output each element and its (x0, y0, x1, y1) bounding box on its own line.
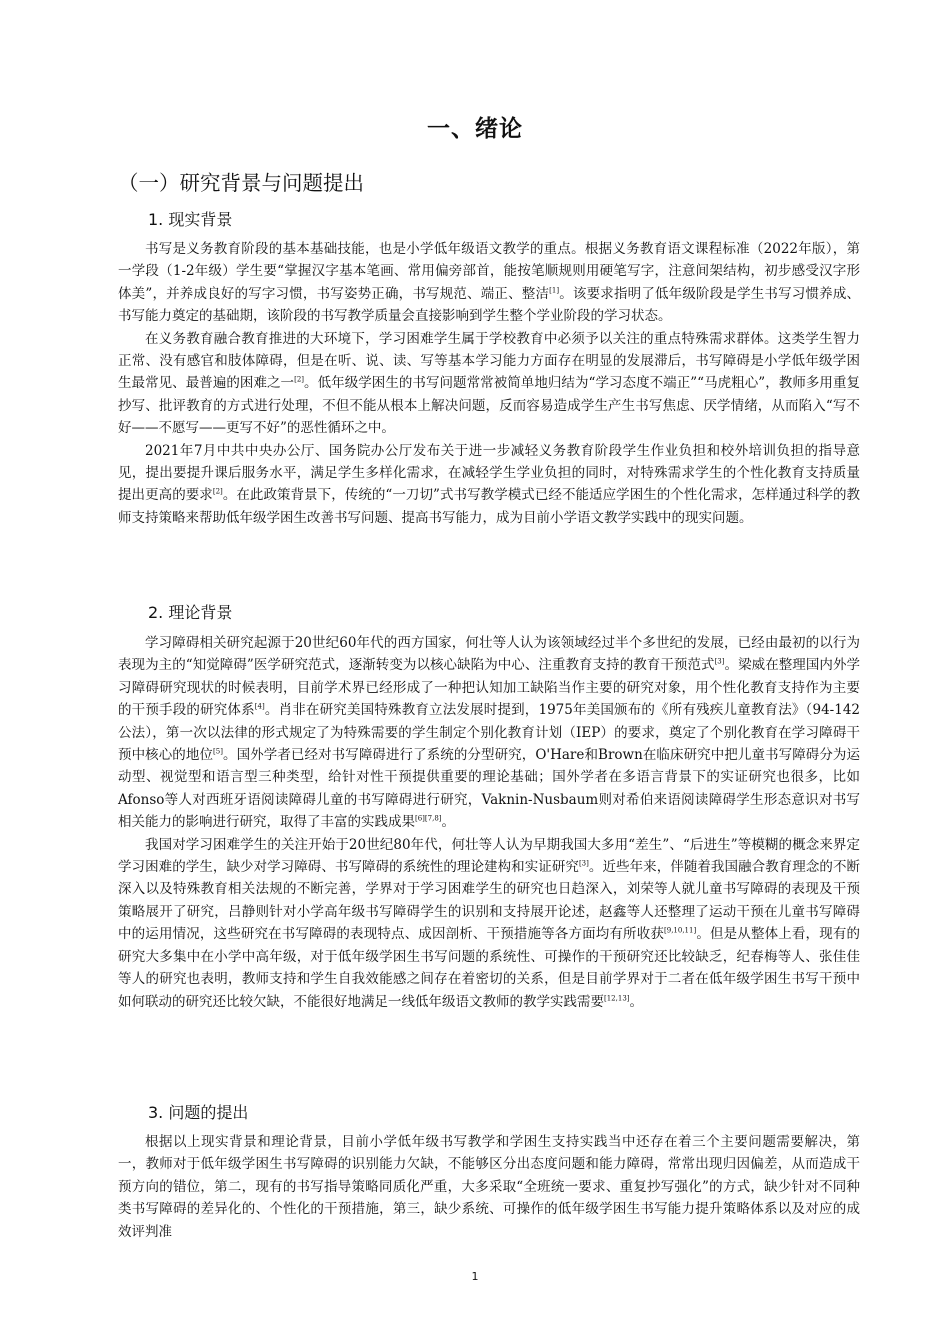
paragraph-text: 。但是从整体上看，现有的研究大多集中在小学中高年级，对于低年级学困生书写问题的系统性、可操作的干预研究还比较缺乏，纪春梅等人、张佳佳等人的研究也表明，教师支持和学生自我效能感之间存在着密切的关系，但是目前学界对于二者在低年级学困生书写干预中如何联动的研究还比较欠缺，不能很好地满足一线低年级语文教师的教学实践需要 (118, 926, 861, 1010)
citation-ref: [4] (254, 702, 265, 711)
subsection-title-problem-statement: 3. 问题的提出 (148, 1103, 249, 1122)
subsection-title-theoretical-background: 2. 理论背景 (148, 603, 233, 622)
subsection-body-practical-background (118, 238, 860, 529)
paragraph-text: 。梁威在整理国内外学习障碍研究现状的时候表明，目前学术界已经形成了一种把认知加工缺陷当作主要的研究对象，用个性化教育支持作为主要的干预手段的研究体系 (118, 657, 861, 719)
paragraph (118, 632, 860, 834)
subsection-body-problem-statement (118, 1131, 860, 1243)
paragraph-text: 。 (629, 993, 644, 1010)
citation-ref: [6][7,8] (415, 814, 442, 823)
subsection-body-theoretical-background (118, 632, 860, 1013)
paragraph-text: 2021年7月中共中央办公厅、国务院办公厅发布关于进一步减轻义务教育阶段学生作业负担和校外培训负担的指导意见，提出要提升课后服务水平，满足学生多样化需求，在减轻学生学业负担的同时，对特殊需求学生的个性化教育支持质量提出更高的要求 (118, 442, 860, 504)
paragraph (118, 834, 860, 1013)
citation-ref: [5] (213, 747, 223, 756)
paragraph-text: 。国外学者已经对书写障碍进行了系统的分型研究，O'Hare和Brown在临床研究中把儿童书写障碍分为运动型、视觉型和语言型三种类型，给针对性干预提供重要的理论基础；国外学者在多语言背景下的实证研究也很多，比如Afonso等人对西班牙语阅读障碍儿童的书写障碍进行研究，Vaknin-Nusbaum则对希伯来语阅读障碍学生形态意识对书写相关能力的影响进行研究，取得了丰富的实践成果 (118, 747, 861, 831)
citation-ref: [2] (212, 487, 223, 496)
paragraph (118, 1131, 860, 1243)
paragraph (118, 328, 860, 440)
paragraph-text: 。该要求指明了低年级阶段是学生书写习惯养成、书写能力奠定的基础期，该阶段的书写教学质量会直接影响到学生整个学业阶段的学习状态。 (118, 285, 861, 325)
section-title: （一）研究背景与问题提出 (118, 171, 364, 195)
citation-ref: [1] (549, 286, 560, 295)
citation-ref: [9,10,11] (664, 926, 697, 935)
citation-ref: [12,13] (604, 994, 630, 1002)
page-number: 1 (471, 1270, 479, 1283)
paragraph-text: 在义务教育融合教育推进的大环境下，学习困难学生属于学校教育中必须予以关注的重点特殊需求群体。这类学生智力正常、没有感官和肢体障碍，但是在听、说、读、写等基本学习能力方面存在明显的发展滞后，书写障碍是小学低年级学困生最常见、最普遍的困难之一 (118, 330, 860, 392)
paragraph-text: 。 (441, 814, 456, 831)
subsection-title-practical-background: 1. 现实背景 (148, 210, 233, 229)
citation-ref: [3] (578, 859, 589, 868)
paragraph (118, 440, 860, 530)
citation-ref: [2] (294, 375, 305, 384)
paragraph-text: 。在此政策背景下，传统的“一刀切”式书写教学模式已经不能适应学困生的个性化需求，怎样通过科学的教师支持策略来帮助低年级学困生改善书写问题、提高书写能力，成为目前小学语文教学实践中的现实问题。 (118, 487, 860, 526)
paragraph (118, 238, 860, 328)
citation-ref: [3] (714, 657, 725, 666)
paragraph-text: 。肖非在研究美国特殊教育立法发展时提到，1975年美国颁布的《所有残疾儿童教育法》（94-142公法），第一次以法律的形式规定了为特殊需要的学生制定个别化教育计划（IEP）的要求，奠定了个别化教育在学习障碍干预中核心的地位 (118, 702, 860, 764)
paragraph-text: 。近些年来，伴随着我国融合教育理念的不断深入以及特殊教育相关法规的不断完善，学界对于学习困难学生的研究也日趋深入，刘荣等人就儿童书写障碍的表现及干预策略展开了研究，吕静则针对小学高年级书写障碍学生的识别和支持展开论述，赵鑫等人还整理了运动干预在儿童书写障碍中的运用情况，这些研究在书写障碍的表现特点、成因剖析、干预措施等各方面均有所收获 (118, 859, 860, 943)
paragraph-text: 书写是义务教育阶段的基本基础技能，也是小学低年级语文教学的重点。根据义务教育语文课程标准（2022年版），第一学段（1-2年级）学生要“掌握汉字基本笔画、常用偏旁部首，能按笔顺规则用硬笔写字，注意间架结构，初步感受汉字形体美”，并养成良好的写字习惯，书写姿势正确，书写规范、端正、整洁 (118, 241, 860, 302)
paragraph-text: 根据以上现实背景和理论背景，目前小学低年级书写教学和学困生支持实践当中还存在着三个主要问题需要解决，第一，教师对于低年级学困生书写障碍的识别能力欠缺，不能够区分出态度问题和能力障碍，常常出现归因偏差，从而造成干预方向的错位，第二，现有的书写指导策略同质化严重，大多采取“全班统一要求、重复抄写强化”的方式，缺少针对不同种类书写障碍的差异化的、个性化的干预措施，第三，缺少系统、可操作的低年级学困生书写能力提升策略体系以及对应的成效评判准 (118, 1134, 860, 1240)
chapter-title: 一、绪论 (427, 116, 523, 142)
paragraph-text: 。低年级学困生的书写问题常常被简单地归结为“学习态度不端正”“马虎粗心”，教师多用重复抄写、批评教育的方式进行处理，不但不能从根本上解决问题，反而容易造成学生产生书写焦虑、厌学情绪，从而陷入“写不好——不愿写——更写不好”的恶性循环之中。 (118, 375, 861, 437)
paragraph-text: 学习障碍相关研究起源于20世纪60年代的西方国家，何壮等人认为该领域经过半个多世纪的发展，已经由最初的以行为表现为主的“知觉障碍”医学研究范式，逐渐转变为以核心缺陷为中心、注重教育支持的教育干预范式 (118, 635, 860, 674)
paragraph-text: 我国对学习困难学生的关注开始于20世纪80年代，何壮等人认为早期我国大多用“差生”、“后进生”等模糊的概念来界定学习困难的学生，缺少对学习障碍、书写障碍的系统性的理论建构和实证研究 (118, 836, 860, 876)
